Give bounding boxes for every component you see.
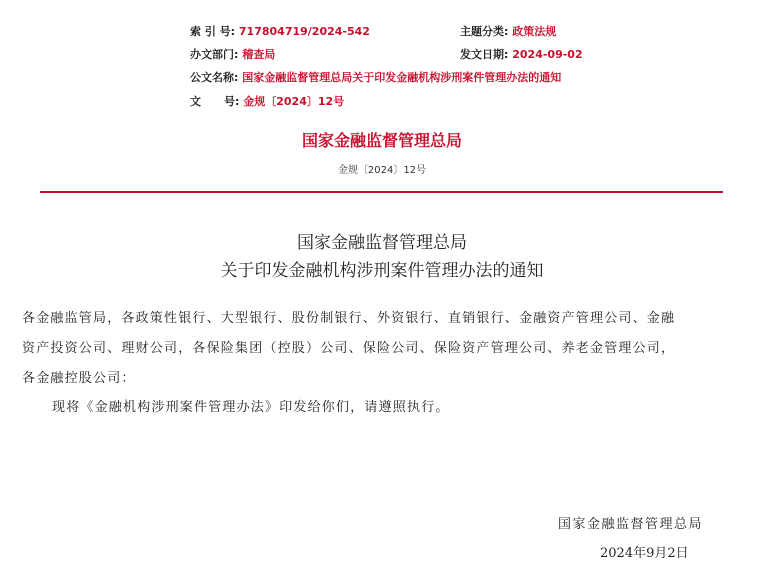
meta-docno-label: 文 号: [190,95,240,108]
meta-index [190,24,370,40]
meta-index-value: 717804719/2024-542 [238,25,370,38]
body-line-2: 资产投资公司、理财公司，各保险集团（控股）公司、保险公司、保险资产管理公司、养老金管理公司， [22,341,676,356]
issuing-agency: 国家金融监督管理总局 [301,131,462,150]
meta-name [190,70,561,86]
doc-title-line2: 关于印发金融机构涉刑案件管理办法的通知 [220,261,544,281]
meta-docno [190,94,344,110]
document-number: 金规〔2024〕12号 [337,165,427,176]
meta-dept [190,47,275,63]
meta-index-label: 索 引 号: [190,25,236,38]
body-line-3: 各金融控股公司： [22,371,136,386]
meta-docno-value: 金规〔2024〕12号 [243,95,345,108]
meta-name-label: 公文名称: [190,71,239,84]
meta-category-label: 主题分类: [460,25,509,38]
doc-title-line1: 国家金融监督管理总局 [297,233,467,253]
meta-dept-label: 办文部门: [190,48,239,61]
signature-agency: 国家金融监督管理总局 [558,517,704,532]
meta-date-label: 发文日期: [460,48,509,61]
body-line-4: 现将《金融机构涉刑案件管理办法》印发给你们，请遵照执行。 [52,400,450,415]
meta-category [460,24,556,40]
red-divider [40,191,723,193]
body-line-1: 各金融监管局，各政策性银行、大型银行、股份制银行、外资银行、直销银行、金融资产管理公司、金融 [22,311,676,326]
meta-name-value: 国家金融监督管理总局关于印发金融机构涉刑案件管理办法的通知 [242,71,562,84]
meta-date [460,47,583,63]
meta-dept-value: 稽查局 [242,48,276,61]
meta-date-value: 2024-09-02 [512,48,583,61]
signature-date: 2024年9月2日 [600,546,689,561]
meta-category-value: 政策法规 [512,25,557,38]
